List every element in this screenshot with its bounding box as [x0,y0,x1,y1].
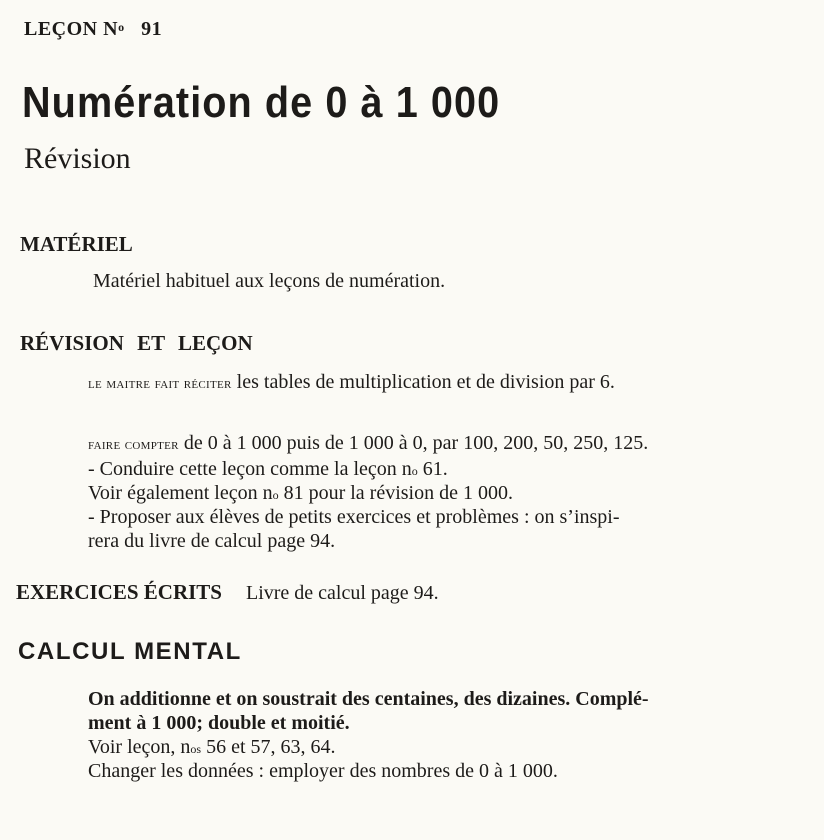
revision-line3-sup: o [272,488,279,502]
section-heading-materiel: MATÉRIEL [20,232,133,256]
calcul-line-4: Changer les données : employer des nombres de 0 à 1 000. [88,760,558,782]
calcul-line3-end: 56 et 57, 63, 64. [201,736,336,758]
section-heading-revision: RÉVISION ET LEÇON [20,331,253,355]
calcul-line3-sup: os [190,742,202,756]
revision-p2-line-3 [88,481,800,505]
revision-p2-text: de 0 à 1 000 puis de 1 000 à 0, par 100, 200, 50, 250, 125. [183,432,649,454]
lesson-no-superscript: o [118,20,125,34]
revision-p1-text: les tables de multiplication et de division par 6. [236,371,615,393]
materiel-text: Matériel habituel aux leçons de numération. [93,270,446,292]
page-title: Numération de 0 à 1 000 [22,78,501,127]
revision-line3-start: Voir également leçon n [88,482,273,504]
page-subtitle: Révision [24,142,131,175]
revision-line2-text: - Conduire cette leçon comme la leçon n [88,458,412,480]
revision-p2-line-4: - Proposer aux élèves de petits exercices et problèmes : on s’inspi- [88,506,620,528]
lesson-label: LEÇON N [24,18,119,40]
revision-p1-smallcaps: le maitre fait réciter [88,375,232,392]
exercices-ecrits [16,580,439,605]
revision-paragraph-1 [88,370,800,396]
revision-p2-line-5: rera du livre de calcul page 94. [88,530,336,552]
calcul-line-3 [88,735,800,759]
lesson-number-value: 91 [141,18,163,40]
revision-p2-line-1 [88,431,800,457]
exercices-text: Livre de calcul page 94. [245,582,439,604]
calcul-bold-line-1: On additionne et on soustrait des centaines, des dizaines. Complé- [88,688,649,710]
revision-p2-line-2 [88,457,800,481]
revision-line2-end: 61. [417,458,448,480]
revision-paragraph-2 [88,431,800,553]
lesson-number [24,18,162,41]
revision-p2-smallcaps: faire compter [88,436,179,453]
calcul-bold-line-2: ment à 1 000; double et moitié. [88,712,350,734]
calcul-line3-start: Voir leçon, n [88,736,191,758]
section-heading-calcul-mental: CALCUL MENTAL [18,638,242,665]
calcul-mental-body [88,687,800,783]
revision-line2-sup: o [411,464,418,478]
revision-line3-end: 81 pour la révision de 1 000. [278,482,513,504]
section-heading-exercices: EXERCICES ÉCRITS [16,580,222,604]
